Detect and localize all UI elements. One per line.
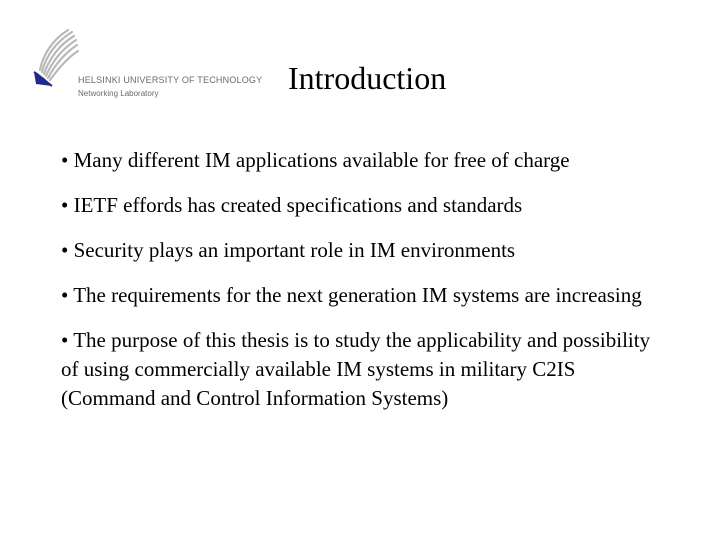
logo-university-name: HELSINKI UNIVERSITY OF TECHNOLOGY — [78, 75, 263, 85]
bullet-item: • Many different IM applications available for free of charge — [61, 148, 570, 172]
bullet-list — [61, 146, 661, 429]
bullet-item: • IETF effords has created specifications and standards — [61, 193, 523, 217]
logo-lab-name: Networking Laboratory — [78, 89, 159, 98]
bullet-item: • Security plays an important role in IM environments — [61, 238, 516, 262]
slide-title: Introduction — [288, 60, 447, 96]
hut-wing-logo-icon — [30, 28, 80, 88]
bullet-item: • The purpose of this thesis is to study the applicability and possibility of using commercially available IM systems in military C2IS (Command and Control Information Systems) — [61, 328, 651, 410]
bullet-item: • The requirements for the next generation IM systems are increasing — [61, 283, 642, 307]
university-logo — [30, 28, 263, 103]
